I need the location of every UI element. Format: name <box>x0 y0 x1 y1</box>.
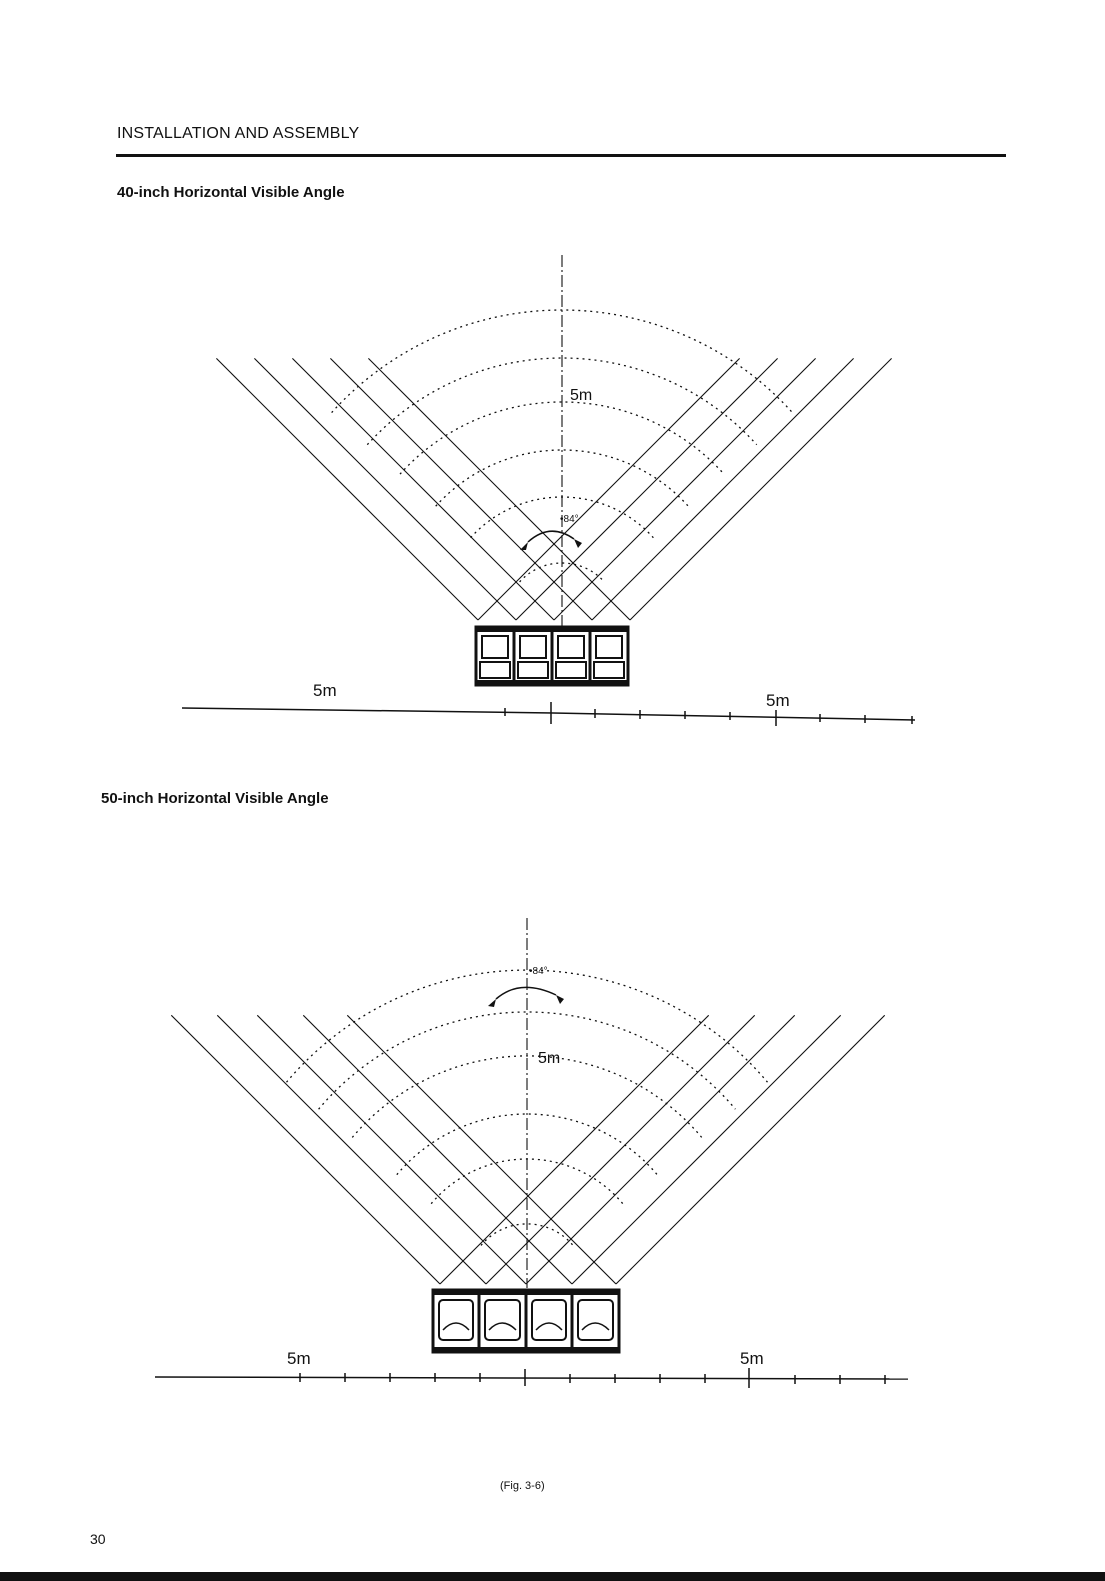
sight-line <box>171 1015 440 1284</box>
ruler-left-label: 5m <box>287 1349 311 1368</box>
angle-label: •84° <box>529 966 548 977</box>
sight-line <box>592 358 854 620</box>
header-title: INSTALLATION AND ASSEMBLY <box>117 125 360 142</box>
display-unit-array <box>433 1290 619 1352</box>
sight-line <box>572 1015 841 1284</box>
sight-line <box>616 1015 885 1284</box>
section-title-50-inch: 50-inch Horizontal Visible Angle <box>101 790 329 807</box>
diagram-40-inch <box>0 240 1105 750</box>
distance-label: 5m <box>570 387 593 404</box>
angle-indicator <box>488 987 564 1007</box>
sight-line <box>254 358 516 620</box>
sight-line <box>516 358 778 620</box>
sight-line <box>478 358 740 620</box>
sight-line <box>554 358 816 620</box>
angle-label: •84° <box>560 514 579 525</box>
section-title-40-inch: 40-inch Horizontal Visible Angle <box>117 184 345 201</box>
distance-ruler <box>182 702 915 726</box>
sight-line <box>216 358 478 620</box>
figure-caption: (Fig. 3-6) <box>500 1480 545 1492</box>
sight-line <box>330 358 592 620</box>
display-unit-array <box>476 627 628 685</box>
diagram-50-inch <box>0 900 1105 1410</box>
header-rule <box>116 154 1006 157</box>
sight-line <box>526 1015 795 1284</box>
ray-group <box>216 358 891 620</box>
sight-line <box>217 1015 486 1284</box>
distance-label: 5m <box>538 1050 561 1067</box>
sight-line <box>257 1015 526 1284</box>
distance-ruler <box>155 1368 908 1388</box>
ruler-right-label: 5m <box>740 1349 764 1368</box>
bottom-rule <box>0 1572 1105 1581</box>
sight-line <box>440 1015 709 1284</box>
sight-line <box>630 358 892 620</box>
sight-line <box>303 1015 572 1284</box>
ruler-left-label: 5m <box>313 681 337 700</box>
ruler-right-label: 5m <box>766 691 790 710</box>
page-number: 30 <box>90 1531 106 1547</box>
